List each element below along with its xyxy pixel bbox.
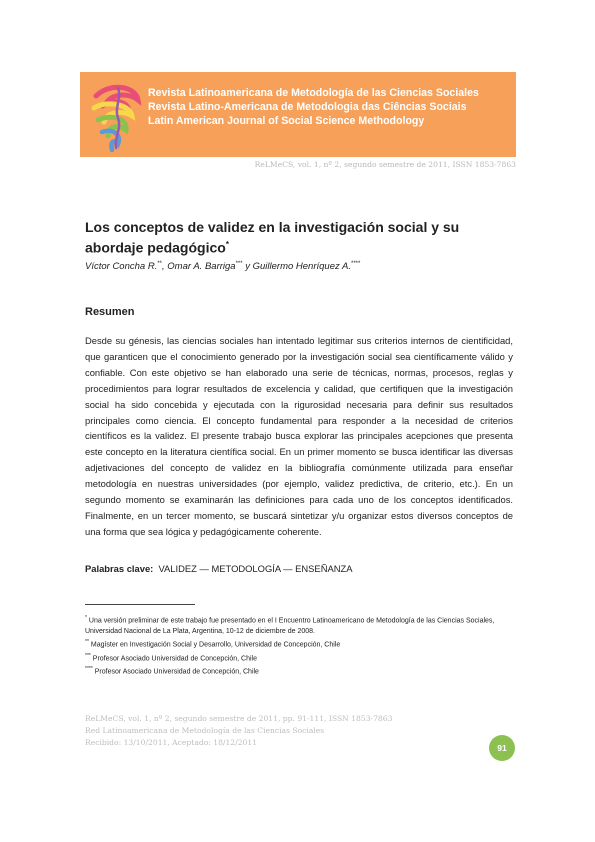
keywords-value: VALIDEZ — METODOLOGÍA — ENSEÑANZA — [158, 563, 353, 574]
article-title-text: Los conceptos de validez en la investigación social y su abordaje pedagógico — [85, 219, 460, 256]
banner-title-en: Latin American Journal of Social Science Methodology — [148, 115, 425, 127]
resumen-heading: Resumen — [85, 306, 135, 318]
keywords-label: Palabras clave: — [85, 563, 154, 574]
page-footer — [85, 713, 392, 749]
running-head: ReLMeCS, vol. 1, nº 2, segundo semestre de 2011, ISSN 1853-7863 — [254, 160, 516, 169]
journal-banner — [80, 72, 516, 157]
abstract-paragraph: Desde su génesis, las ciencias sociales han intentado legitimar sus criterios internos de cientificidad, que garanticen que el conocimiento generado por la investigación social sea científicamente válido y confiable. Con este objetivo se han elaborado una serie de técnicas, normas, procesos, reglas y procedimientos para lograr resultados de excelencia y calidad, que certifiquen que la investigación social ha sido concebida y ejecutada con la rigurosidad necesaria para definir sus resultados principales como ciencia. El concepto fundamental para responder a la necesidad de criterios científicos es la validez. El presente trabajo busca explorar las principales acepciones que presenta este concepto en la literatura científica social. En un primer momento se busca identificar las diversas adjetivaciones del concepto de validez en la bibliografía comúnmente utilizada para enseñar metodología en nuestras universidades (por ejemplo, validez predictiva, de criterio, etc.). En un segundo momento se examinarán las definiciones para cada uno de los conceptos identificados. Finalmente, en un tercer momento, se buscará sintetizar y/u organizar estos diversos conceptos de una forma que sea lógica y pedagógicamente coherente. — [85, 335, 513, 537]
author-3: Guillermo Henríquez A. — [252, 261, 352, 273]
author-1: Víctor Concha R. — [85, 261, 158, 273]
banner-title-es: Revista Latinoamericana de Metodología de las Ciencias Sociales — [148, 87, 479, 99]
author-separator: , — [162, 261, 168, 273]
footnote-text: Profesor Asociado Universidad de Concepción, Chile — [94, 668, 259, 676]
footnote — [85, 637, 515, 650]
footnote-marker: **** — [85, 665, 93, 672]
footer-network: Red Latinoamericana de Metodología de las Ciencias Sociales — [85, 726, 325, 735]
banner-titles — [148, 86, 479, 128]
footnote-marker: *** — [85, 652, 91, 659]
footnote-text: Magíster en Investigación Social y Desarrollo, Universidad de Concepción, Chile — [90, 641, 341, 649]
swirl-logo-icon — [88, 78, 144, 152]
banner-title-pt: Revista Latino-Americana de Metodologia das Ciências Sociais — [148, 101, 467, 113]
footnote-divider — [85, 604, 195, 605]
footer-citation: ReLMeCS, vol. 1, nº 2, segundo semestre de 2011, pp. 91-111, ISSN 1853-7863 — [85, 714, 393, 723]
footnote — [85, 664, 515, 677]
article-title — [85, 218, 515, 257]
footnote-marker: * — [85, 615, 87, 621]
footnote — [85, 651, 515, 664]
page-number-badge: 91 — [489, 735, 515, 761]
keywords-line — [85, 563, 352, 574]
footer-dates: Recibido: 13/10/2011, Aceptado: 18/12/2011 — [85, 738, 258, 747]
footnote-text: Profesor Asociado Universidad de Concepción, Chile — [92, 654, 257, 662]
footnote — [85, 613, 515, 637]
author-2-marker: *** — [235, 261, 243, 267]
author-separator: y — [242, 261, 253, 273]
author-line — [85, 261, 360, 272]
footnotes — [85, 613, 515, 677]
title-footnote-marker: * — [225, 240, 229, 249]
author-2: Omar A. Barriga — [167, 261, 236, 273]
footnote-text: Una versión preliminar de este trabajo fue presentado en el I Encuentro Latinoamericano de Metodología de las Ciencias Sociales, Universidad Nacional de La Plata, Argentina, 10-12 de diciembre de 2008. — [85, 617, 495, 636]
footnote-marker: ** — [85, 639, 89, 646]
author-1-marker: ** — [157, 261, 163, 267]
author-3-marker: **** — [351, 261, 361, 267]
